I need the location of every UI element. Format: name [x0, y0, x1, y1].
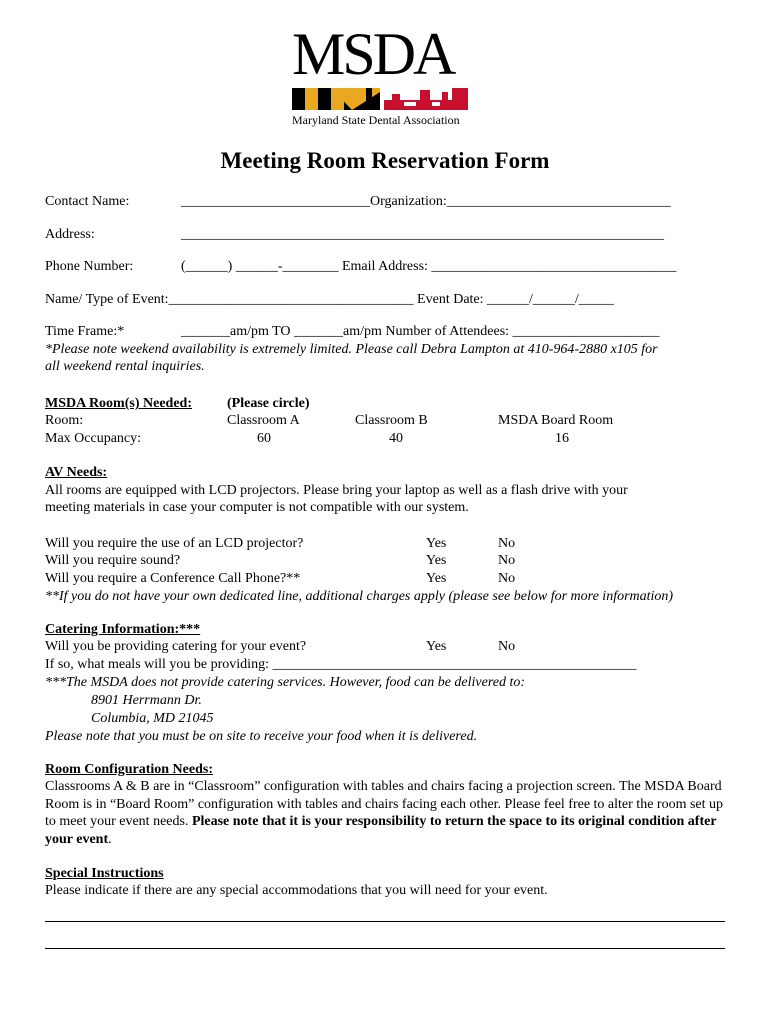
catering-heading: Catering Information:*** — [45, 622, 201, 637]
av-intro-cont: meeting materials in case your computer is not compatible with our system. — [45, 500, 469, 515]
delivery-street: 8901 Herrmann Dr. — [91, 693, 202, 708]
room-option-classroom-a[interactable]: Classroom A — [227, 413, 300, 428]
contact-name-label: Contact Name: — [45, 194, 130, 209]
meals-field[interactable]: If so, what meals will you be providing: ____________________________________________________ — [45, 657, 637, 672]
sound-no-option[interactable]: No — [498, 553, 516, 568]
room-capacity-classroom-b: 40 — [389, 431, 403, 446]
delivery-city: Columbia, MD 21045 — [91, 711, 214, 726]
room-label: Room: — [45, 413, 84, 428]
config-bold-text: Please note that it is your responsibility to return the space to its original condition after your event — [45, 814, 717, 847]
room-option-board-room[interactable]: MSDA Board Room — [498, 413, 614, 428]
special-text: Please indicate if there are any special accommodations that you will need for your event. — [45, 883, 548, 898]
projector-no-option[interactable]: No — [498, 536, 516, 551]
please-circle-label: (Please circle) — [227, 396, 310, 411]
phone-label: Phone Number: — [45, 259, 134, 274]
weekend-note: *Please note weekend availability is extremely limited. Please call Debra Lampton at 410-964-2880 x105 for — [45, 342, 658, 357]
config-paragraph — [45, 778, 730, 848]
max-occupancy-label: Max Occupancy: — [45, 431, 142, 446]
catering-yes-option[interactable]: Yes — [426, 639, 447, 654]
av-intro: All rooms are equipped with LCD projectors. Please bring your laptop as well as a flash drive with your — [45, 483, 628, 498]
phone-email-field[interactable]: (______) ______-________ Email Address: ___________________________________ — [181, 259, 677, 274]
catering-question: Will you be providing catering for your event? — [45, 639, 307, 654]
room-capacity-classroom-a: 60 — [257, 431, 271, 446]
av-footnote: **If you do not have your own dedicated line, additional charges apply (please see below for more information) — [45, 589, 674, 604]
time-frame-attendees-field[interactable]: _______am/pm TO _______am/pm Number of Attendees: _____________________ — [181, 324, 660, 339]
msda-logo-text: MSDA — [292, 21, 454, 87]
conference-phone-no-option[interactable]: No — [498, 571, 516, 586]
event-name-date-field[interactable]: Name/ Type of Event:___________________________________ Event Date: ______/______/_____ — [45, 292, 614, 307]
special-instructions-line-2[interactable] — [45, 948, 725, 949]
catering-no-option[interactable]: No — [498, 639, 516, 654]
special-instructions-line-1[interactable] — [45, 921, 725, 922]
av-heading: AV Needs: — [45, 465, 108, 480]
catering-note: ***The MSDA does not provide catering services. However, food can be delivered to: — [45, 675, 526, 690]
onsite-note: Please note that you must be on site to receive your food when it is delivered. — [45, 729, 478, 744]
sound-yes-option[interactable]: Yes — [426, 553, 447, 568]
av-question-projector: Will you require the use of an LCD projector? — [45, 536, 304, 551]
projector-yes-option[interactable]: Yes — [426, 536, 447, 551]
special-heading: Special Instructions — [45, 866, 164, 881]
contact-name-organization-field[interactable]: ___________________________Organization:________________________________ — [181, 194, 671, 209]
weekend-note-cont: all weekend rental inquiries. — [45, 359, 205, 374]
conference-phone-yes-option[interactable]: Yes — [426, 571, 447, 586]
maryland-flag-logo — [292, 88, 468, 110]
config-heading: Room Configuration Needs: — [45, 762, 213, 777]
room-capacity-board-room: 16 — [555, 431, 569, 446]
logo-subtitle: Maryland State Dental Association — [292, 113, 460, 127]
av-question-conference-phone: Will you require a Conference Call Phone?** — [45, 571, 301, 586]
config-text: Classrooms A & B are in “Classroom” configuration with tables and chairs facing a projection screen. The MSDA Board Room is in “Board Room” configuration with tables and chairs facing each other. Please feel free to alter the room set up to meet your event needs. — [45, 779, 724, 829]
config-end: . — [108, 831, 112, 847]
rooms-heading: MSDA Room(s) Needed: — [45, 396, 192, 411]
room-option-classroom-b[interactable]: Classroom B — [355, 413, 428, 428]
av-question-sound: Will you require sound? — [45, 553, 181, 568]
form-title: Meeting Room Reservation Form — [220, 148, 550, 173]
time-frame-label: Time Frame:* — [45, 324, 125, 339]
address-field[interactable]: _____________________________________________________________________ — [181, 227, 664, 242]
address-label: Address: — [45, 227, 95, 242]
